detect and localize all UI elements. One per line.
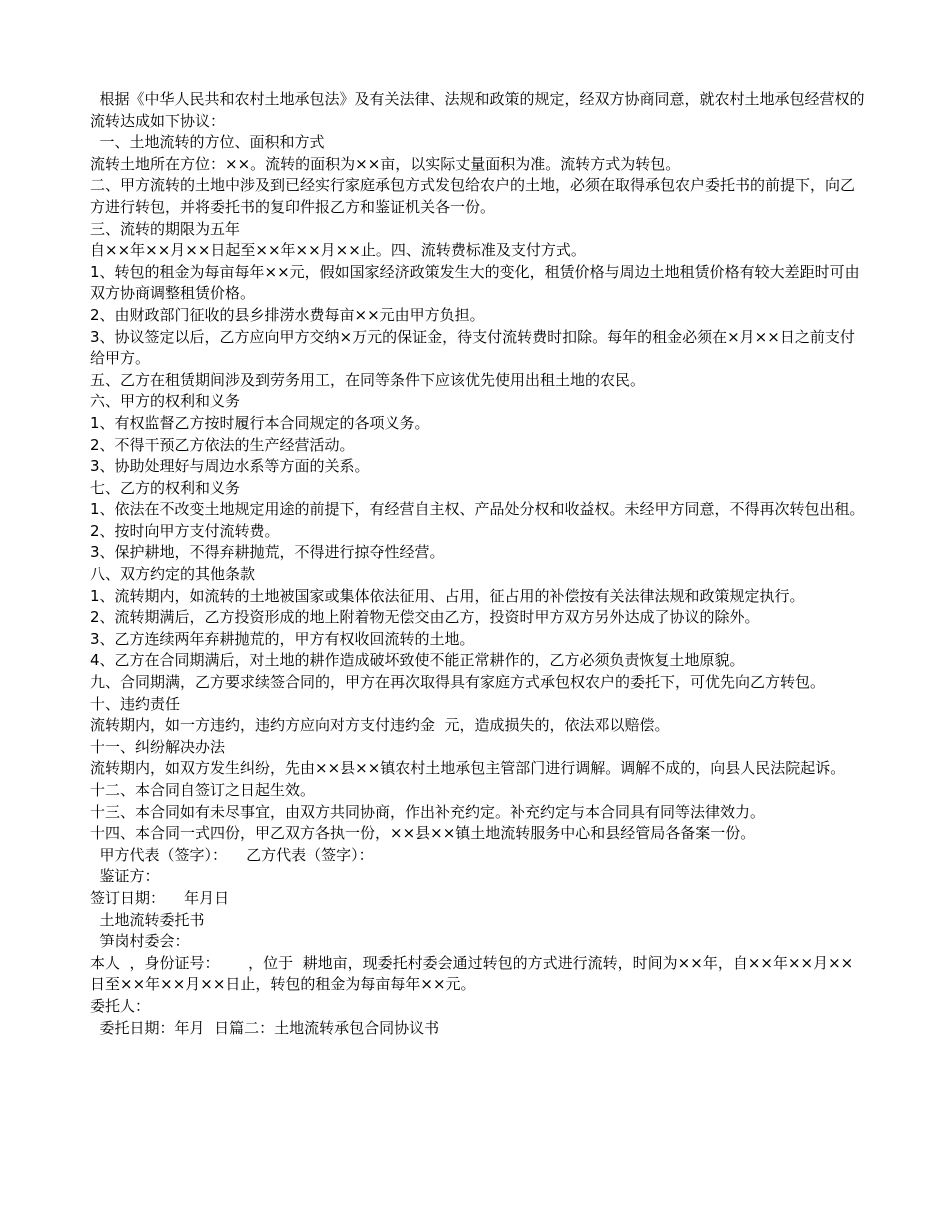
section-heading: 七、乙方的权利和义务 (90, 478, 241, 497)
paragraph: 流转期内，如双方发生纠纷，先由××县××镇农村土地承包主管部门进行调解。调解不成的，向县人民法院起诉。 (90, 759, 846, 778)
entrustment-date-line: 委托日期：年月 日篇二：土地流转承包合同协议书 (90, 1018, 440, 1037)
paragraph: 流转期内，如一方违约，违约方应向对方支付违约金 元，造成损失的，依法邓以赔偿。 (90, 716, 670, 735)
list-item: 3、保护耕地，不得弃耕抛荒，不得进行掠夺性经营。 (90, 543, 445, 562)
list-item: 3、协议签定以后，乙方应向甲方交纳×万元的保证金，待支付流转费时扣除。每年的租金必须在×月××日之前支付给甲方。 (90, 327, 855, 368)
section-heading: 六、甲方的权利和义务 (90, 392, 241, 411)
list-item: 4、乙方在合同期满后，对土地的耕作造成破坏致使不能正常耕作的，乙方必须负责恢复土地原貌。 (90, 651, 745, 670)
signing-date-line: 签订日期： 年月日 (90, 888, 230, 907)
principal-line: 委托人： (90, 996, 151, 1015)
signature-line: 甲方代表（签字）： 乙方代表（签字）： (90, 845, 374, 864)
list-item: 3、乙方连续两年弃耕抛荒的，甲方有权收回流转的土地。 (90, 629, 475, 648)
section-heading: 十、违约责任 (90, 694, 181, 713)
document-body (90, 89, 865, 1039)
list-item: 2、按时向甲方支付流转费。 (90, 521, 280, 540)
paragraph: 九、合同期满，乙方要求续签合同的，甲方在再次取得具有家庭方式承包权农户的委托下，可优先向乙方转包。 (90, 673, 826, 692)
list-item: 2、流转期满后，乙方投资形成的地上附着物无偿交由乙方，投资时甲方双方另外达成了协议的除外。 (90, 608, 760, 627)
list-item: 1、依法在不改变土地规定用途的前提下，有经营自主权、产品处分权和收益权。未经甲方同意，不得再次转包出租。 (90, 500, 865, 519)
addressee-line: 笋岗村委会： (90, 932, 190, 951)
section-heading: 一、土地流转的方位、面积和方式 (90, 133, 325, 152)
list-item: 2、由财政部门征收的县乡排涝水费每亩××元由甲方负担。 (90, 305, 485, 324)
section-heading: 三、流转的期限为五年 (90, 219, 241, 238)
entrustment-title: 土地流转委托书 (90, 910, 205, 929)
list-item: 1、流转期内，如流转的土地被国家或集体依法征用、占用，征占用的补偿按有关法律法规和政策规定执行。 (90, 586, 805, 605)
paragraph: 本人 ，身份证号： ，位于 耕地亩，现委托村委会通过转包的方式进行流转，时间为××年，自××年××月××日至××年××月××日止，转包的租金为每亩每年××元。 (90, 953, 854, 994)
list-item: 1、转包的租金为每亩每年××元，假如国家经济政策发生大的变化，租赁价格与周边土地租赁价格有较大差距时可由双方协商调整租赁价格。 (90, 262, 860, 303)
preamble-paragraph: 根据《中华人民共和农村土地承包法》及有关法律、法规和政策的规定，经双方协商同意，就农村土地承包经营权的流转达成如下协议： (90, 90, 865, 130)
paragraph: 十二、本合同自签订之日起生效。 (90, 781, 316, 799)
section-heading: 十一、纠纷解决办法 (90, 737, 226, 756)
list-item: 3、协助处理好与周边水系等方面的关系。 (90, 457, 370, 476)
paragraph: 流转土地所在方位：××。流转的面积为××亩，以实际丈量面积为准。流转方式为转包。 (90, 154, 681, 173)
paragraph: 十四、本合同一式四份，甲乙双方各执一份，××县××镇土地流转服务中心和县经管局各备案一份。 (90, 824, 756, 843)
paragraph: 十三、本合同如有未尽事宜，由双方共同协商，作出补充约定。补充约定与本合同具有同等法律效力。 (90, 802, 766, 821)
witness-line: 鉴证方： (90, 867, 160, 886)
paragraph: 二、甲方流转的土地中涉及到已经实行家庭承包方式发包给农户的土地，必须在取得承包农户委托书的前提下，向乙方进行转包，并将委托书的复印件报乙方和鉴证机关各一份。 (90, 176, 856, 216)
list-item: 1、有权监督乙方按时履行本合同规定的各项义务。 (90, 413, 430, 432)
paragraph: 五、乙方在租赁期间涉及到劳务用工，在同等条件下应该优先使用出租土地的农民。 (90, 370, 646, 389)
list-item: 2、不得干预乙方依法的生产经营活动。 (90, 435, 355, 454)
section-heading: 八、双方约定的其他条款 (90, 565, 256, 584)
paragraph: 自××年××月××日起至××年××月××止。四、流转费标准及支付方式。 (90, 241, 586, 260)
